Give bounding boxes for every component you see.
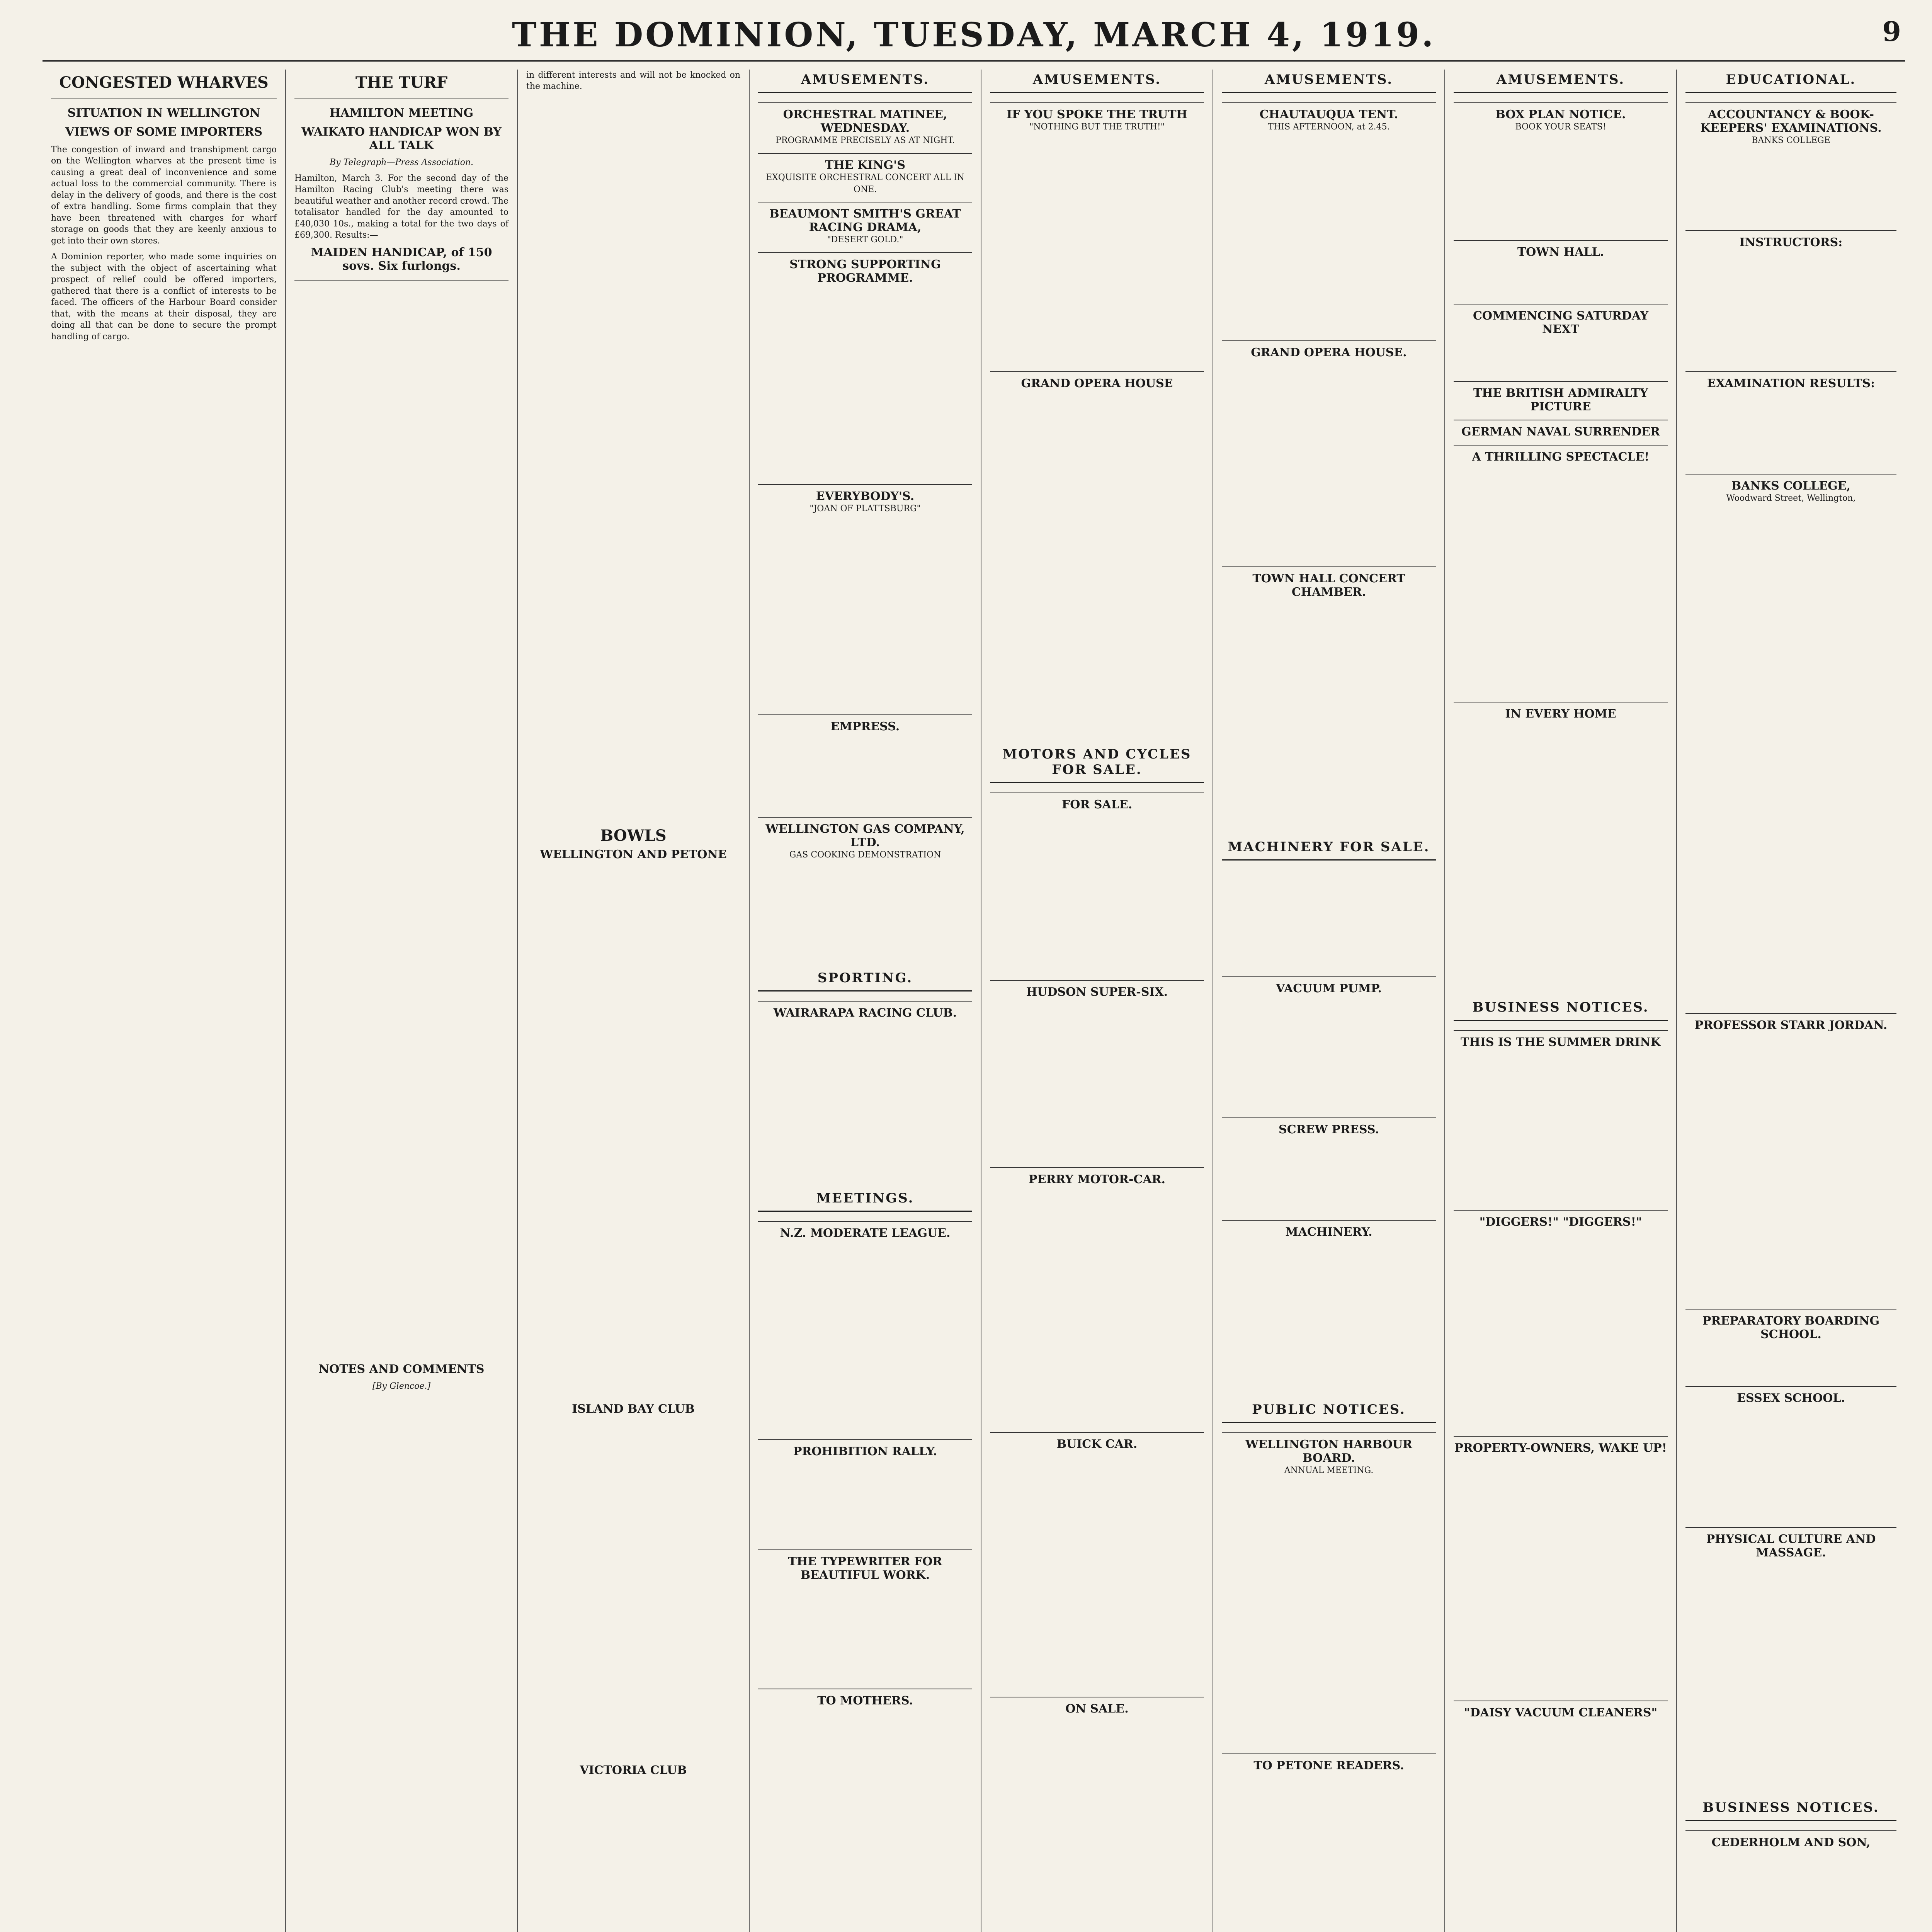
ad-diggers	[1454, 1210, 1668, 1235]
ad-title: THE KING'S	[825, 158, 905, 172]
ad-examination-results	[1685, 371, 1896, 396]
ad-title: CEDERHOLM AND SON,	[1711, 1835, 1871, 1849]
ad-title: TOWN HALL CONCERT CHAMBER.	[1252, 571, 1405, 599]
ad-starr-jordan	[1685, 1013, 1896, 1038]
machinery-header: MACHINERY FOR SALE.	[1222, 837, 1436, 861]
ad-instructors	[1685, 230, 1896, 255]
business-notices-header: BUSINESS NOTICES.	[1685, 1798, 1896, 1821]
ad-title: IF YOU SPOKE THE TRUTH	[1007, 108, 1187, 121]
ad-moderate-league	[758, 1221, 972, 1246]
article-paragraph: The congestion of inward and transhipment cargo on the Wellington wharves at the present time is causing a great deal of inconvenience and some actual loss to the commercial community. There is delay in the delivery of goods, and there is the cost of extra handling. Some firms complain that they have been threatened with charges for wharf storage on goods that they are keenly anxious to get into their own stores.	[51, 145, 277, 246]
ad-the-kings	[758, 153, 972, 202]
ad-property-owners	[1454, 1436, 1668, 1461]
column-bowls	[518, 70, 750, 1932]
business-notices-header: BUSINESS NOTICES.	[1454, 997, 1668, 1021]
ad-title: COMMENCING SATURDAY NEXT	[1473, 309, 1649, 336]
ad-buick	[990, 1432, 1204, 1457]
headline-congested-wharves: CONGESTED WHARVES	[59, 73, 269, 92]
ad-title: ACCOUNTANCY & BOOK-KEEPERS' EXAMINATIONS.	[1700, 108, 1882, 135]
race-event: MAIDEN HANDICAP, of 150 sovs. Six furlongs.	[311, 245, 492, 273]
ad-commencing	[1454, 304, 1668, 342]
notes-byline: [By Glencoe.]	[372, 1381, 431, 1391]
article-paragraph: Hamilton, March 3. For the second day of the Hamilton Racing Club's meeting there was beautiful weather and another record crowd. The totalisator handled for the day amounted to £40,030 10s., making a total for the two days of £69,300. Results:—	[294, 173, 509, 240]
ad-title: STRONG SUPPORTING PROGRAMME.	[789, 258, 941, 285]
ad-title: PHYSICAL CULTURE AND MASSAGE.	[1706, 1532, 1876, 1560]
ad-title: GRAND OPERA HOUSE	[1021, 376, 1173, 390]
ad-gas-company	[758, 817, 972, 867]
ad-title: "DIGGERS!" "DIGGERS!"	[1479, 1215, 1642, 1229]
ad-to-mothers	[758, 1689, 972, 1714]
ad-title: TO MOTHERS.	[817, 1694, 913, 1708]
ad-line: EXQUISITE ORCHESTRAL CONCERT ALL IN ONE.	[766, 172, 964, 194]
ad-spectacle	[1454, 445, 1668, 470]
educational-header: EDUCATIONAL.	[1685, 70, 1896, 93]
article-paragraph: in different interests and will not be knocked on the machine.	[526, 70, 740, 92]
ad-title: "DAISY VACUUM CLEANERS"	[1464, 1706, 1658, 1719]
column-news-wharves	[43, 70, 286, 1932]
ad-title: GRAND OPERA HOUSE.	[1251, 345, 1407, 359]
ad-title: TOWN HALL.	[1517, 245, 1604, 259]
ad-perry	[990, 1167, 1204, 1192]
island-bay-heading: ISLAND BAY CLUB	[572, 1402, 695, 1416]
victoria-heading: VICTORIA CLUB	[580, 1763, 687, 1777]
sporting-header: SPORTING.	[758, 968, 972, 992]
article-paragraph: A Dominion reporter, who made some inquiries on the subject with the object of ascertaining what prospect of relief could be offered importers, gathered that there is a conflict of interests to be faced. The officers of the Harbour Board consider that, with the means at their disposal, they are doing all that can be done to secure the prompt handling of cargo.	[51, 252, 277, 342]
ad-admiralty-picture	[1454, 381, 1668, 420]
ad-title: EXAMINATION RESULTS:	[1707, 376, 1875, 390]
ad-title: WAIRARAPA RACING CLUB.	[773, 1006, 957, 1020]
subhead-hamilton: HAMILTON MEETING	[329, 106, 474, 120]
ad-naval-surrender	[1454, 420, 1668, 445]
ad-title: PROFESSOR STARR JORDAN.	[1694, 1018, 1888, 1032]
ad-everybodys	[758, 484, 972, 521]
column-educational	[1677, 70, 1905, 1932]
ad-title: PERRY MOTOR-CAR.	[1029, 1172, 1165, 1186]
ad-title: VACUUM PUMP.	[1276, 981, 1382, 995]
bowls-heading: BOWLS	[600, 826, 667, 845]
ad-title: CHAUTAUQUA TENT.	[1259, 108, 1398, 121]
ad-line: THIS AFTERNOON, at 2.45.	[1268, 122, 1390, 132]
ad-cederholm	[1685, 1830, 1896, 1855]
ad-title: EMPRESS.	[830, 719, 900, 733]
ad-title: BANKS COLLEGE,	[1731, 479, 1851, 493]
ad-supporting-programme	[758, 252, 972, 291]
column-turf	[286, 70, 518, 1932]
columns	[43, 70, 1905, 1932]
ad-line: "JOAN OF PLATTSBURG"	[810, 504, 921, 514]
ad-line: "NOTHING BUT THE TRUTH!"	[1029, 122, 1165, 132]
amusements-header: AMUSEMENTS.	[1222, 70, 1436, 93]
ad-title: WELLINGTON HARBOUR BOARD.	[1245, 1437, 1412, 1465]
ad-title: THE BRITISH ADMIRALTY PICTURE	[1473, 386, 1648, 413]
ad-accountancy	[1685, 102, 1896, 153]
ad-for-sale	[990, 793, 1204, 818]
ad-truth	[990, 102, 1204, 139]
ad-line: Woodward Street, Wellington,	[1726, 493, 1856, 503]
ad-title: INSTRUCTORS:	[1739, 235, 1843, 249]
amusements-header: AMUSEMENTS.	[1454, 70, 1668, 93]
headline-the-turf: THE TURF	[355, 73, 448, 92]
ad-summer-drink	[1454, 1030, 1668, 1055]
ad-grand-opera-house	[990, 371, 1204, 396]
ad-title: N.Z. MODERATE LEAGUE.	[780, 1226, 951, 1240]
ad-title: IN EVERY HOME	[1505, 707, 1616, 721]
ad-box-plan	[1454, 102, 1668, 139]
ad-title: SCREW PRESS.	[1279, 1122, 1379, 1136]
ad-title: PREPARATORY BOARDING SCHOOL.	[1702, 1314, 1880, 1341]
ad-preparatory-school	[1685, 1309, 1896, 1347]
ad-town-hall	[1454, 240, 1668, 265]
ad-orchestral-matinee	[758, 102, 972, 153]
ad-line: PROGRAMME PRECISELY AS AT NIGHT.	[776, 136, 955, 145]
ad-petone-readers	[1222, 1753, 1436, 1779]
column-amusements-1	[750, 70, 981, 1932]
ad-physical-culture	[1685, 1527, 1896, 1566]
ad-line: BANKS COLLEGE	[1752, 136, 1830, 145]
ad-title: THIS IS THE SUMMER DRINK	[1461, 1035, 1661, 1049]
ad-on-sale	[990, 1697, 1204, 1722]
ad-banks-college	[1685, 474, 1896, 511]
amusements-header: AMUSEMENTS.	[990, 70, 1204, 93]
ad-line: "DESERT GOLD."	[827, 235, 903, 245]
ad-concert-chamber	[1222, 566, 1436, 605]
ad-screw-press	[1222, 1117, 1436, 1143]
ad-line: GAS COOKING DEMONSTRATION	[789, 850, 941, 860]
motors-header: MOTORS AND CYCLES FOR SALE.	[990, 744, 1204, 783]
ad-title: WELLINGTON GAS COMPANY, LTD.	[765, 822, 965, 849]
ad-grand-opera	[1222, 340, 1436, 366]
newspaper-title: THE DOMINION, TUESDAY, MARCH 4, 1919.	[512, 15, 1436, 54]
ad-desert-gold	[758, 202, 972, 252]
ad-hudson	[990, 980, 1204, 1005]
ad-every-home	[1454, 702, 1668, 727]
ad-empress	[758, 714, 972, 740]
subhead-waikato: WAIKATO HANDICAP WON BY ALL TALK	[301, 125, 502, 152]
ad-essex-school	[1685, 1386, 1896, 1411]
ad-prohibition	[758, 1439, 972, 1464]
ad-title: BOX PLAN NOTICE.	[1495, 108, 1626, 121]
ad-title: HUDSON SUPER-SIX.	[1026, 985, 1168, 999]
page-number: 9	[1882, 15, 1901, 48]
ad-title: GERMAN NAVAL SURRENDER	[1461, 425, 1660, 439]
bowls-subhead: WELLINGTON AND PETONE	[540, 847, 727, 861]
notes-heading: NOTES AND COMMENTS	[318, 1362, 485, 1376]
ad-title: ORCHESTRAL MATINEE, WEDNESDAY.	[783, 108, 947, 135]
ad-wairarapa	[758, 1001, 972, 1026]
ad-title: PROPERTY-OWNERS, WAKE UP!	[1454, 1441, 1667, 1455]
ad-title: FOR SALE.	[1061, 798, 1133, 811]
ad-title: ON SALE.	[1065, 1702, 1129, 1716]
ad-title: MACHINERY.	[1285, 1225, 1372, 1239]
byline: By Telegraph—Press Association.	[330, 158, 473, 167]
amusements-header: AMUSEMENTS.	[758, 70, 972, 93]
ad-title: THE TYPEWRITER FOR BEAUTIFUL WORK.	[788, 1554, 942, 1582]
masthead	[43, 12, 1905, 62]
ad-typewriter	[758, 1549, 972, 1588]
ad-title: TO PETONE READERS.	[1253, 1759, 1404, 1772]
ad-title: EVERYBODY'S.	[816, 490, 915, 503]
ad-title: BEAUMONT SMITH'S GREAT RACING DRAMA,	[769, 207, 961, 235]
ad-vacuum-pump	[1222, 976, 1436, 1002]
column-amusements-4	[1445, 70, 1677, 1932]
ad-title: A THRILLING SPECTACLE!	[1472, 450, 1650, 464]
ad-line: ANNUAL MEETING.	[1284, 1465, 1374, 1475]
meetings-header: MEETINGS.	[758, 1188, 972, 1212]
ad-line: BOOK YOUR SEATS!	[1515, 122, 1606, 132]
ad-harbour-board	[1222, 1432, 1436, 1483]
column-amusements-3	[1213, 70, 1445, 1932]
ad-vacuum-cleaners	[1454, 1701, 1668, 1726]
ad-title: PROHIBITION RALLY.	[793, 1444, 937, 1458]
subhead-situation: SITUATION IN WELLINGTON	[67, 106, 260, 120]
public-notices-header: PUBLIC NOTICES.	[1222, 1400, 1436, 1423]
ad-chautauqua	[1222, 102, 1436, 139]
ad-title: ESSEX SCHOOL.	[1737, 1391, 1845, 1405]
ad-machinery	[1222, 1220, 1436, 1245]
subhead-views: VIEWS OF SOME IMPORTERS	[65, 125, 263, 139]
column-amusements-2	[981, 70, 1213, 1932]
ad-title: BUICK CAR.	[1056, 1437, 1138, 1451]
